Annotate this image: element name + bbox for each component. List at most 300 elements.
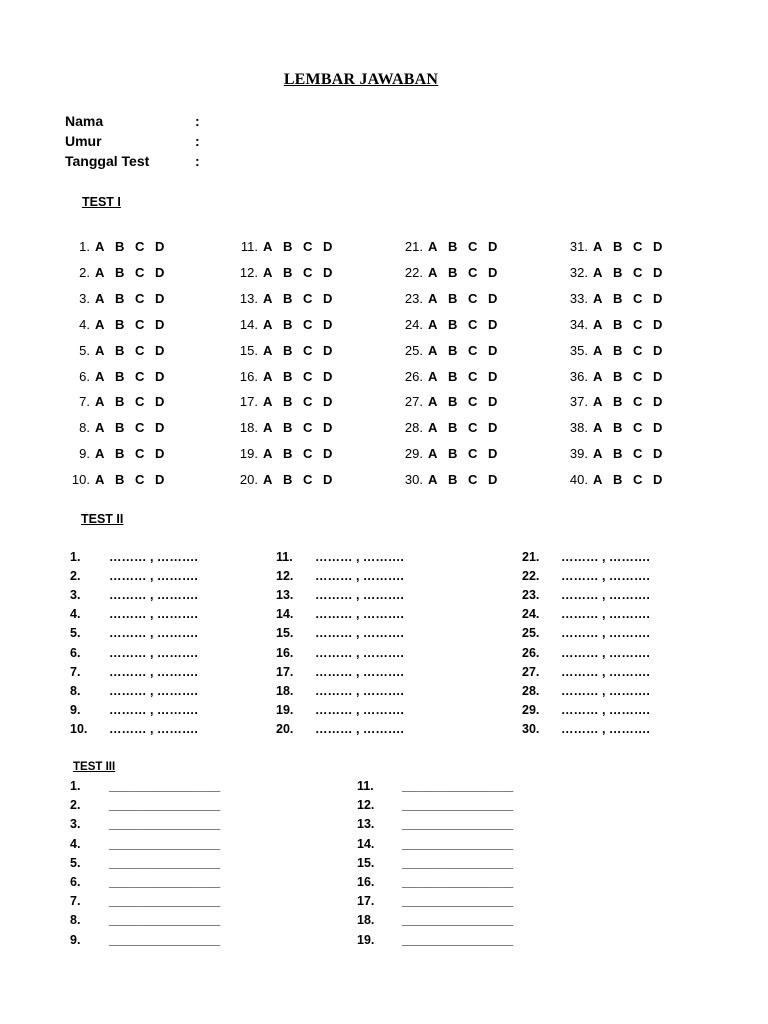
answer-options — [428, 472, 508, 487]
answer-blank[interactable]: ……… , ………. — [561, 664, 650, 679]
answer-blank[interactable]: ……… , ………. — [315, 664, 404, 679]
answer-option-c[interactable]: C — [135, 290, 145, 306]
answer-blank[interactable]: ……… , ………. — [315, 550, 404, 564]
answer-option-c[interactable]: C — [468, 316, 478, 332]
answer-option-b[interactable]: B — [613, 420, 623, 436]
answer-option-b[interactable]: B — [613, 342, 623, 358]
test1-question — [397, 394, 508, 412]
answer-option-b[interactable]: B — [613, 446, 623, 462]
question-number: 11. — [276, 550, 293, 564]
question-number: 7. — [70, 664, 81, 679]
question-number: 23. — [404, 290, 423, 306]
test1-question — [562, 239, 673, 257]
answer-options — [263, 420, 343, 435]
answer-option-c[interactable]: C — [468, 290, 478, 306]
answer-option-b[interactable]: B — [283, 420, 293, 436]
answer-option-a[interactable]: A — [428, 420, 438, 436]
answer-option-c[interactable]: C — [135, 420, 145, 436]
answer-options — [593, 291, 673, 306]
test1-question — [232, 420, 343, 438]
answer-option-b[interactable]: B — [115, 472, 125, 488]
answer-option-b[interactable]: B — [613, 368, 623, 384]
answer-option-a[interactable]: A — [593, 264, 603, 280]
answer-blank[interactable]: ……… , ………. — [109, 607, 198, 622]
answer-option-b[interactable]: B — [283, 342, 293, 358]
answer-option-d[interactable]: D — [155, 342, 165, 358]
question-number: 38. — [569, 420, 588, 436]
question-number: 39. — [569, 446, 588, 462]
answer-option-d[interactable]: D — [653, 446, 663, 462]
answer-options — [95, 446, 175, 461]
answer-option-a[interactable]: A — [428, 394, 438, 410]
answer-option-c[interactable]: C — [303, 290, 313, 306]
answer-option-b[interactable]: B — [613, 316, 623, 332]
question-number: 14. — [276, 607, 294, 622]
answer-option-c[interactable]: C — [303, 394, 313, 410]
answer-option-c[interactable]: C — [633, 446, 643, 462]
answer-option-d[interactable]: D — [653, 290, 663, 306]
answer-option-b[interactable]: B — [283, 472, 293, 488]
question-number: 19. — [357, 932, 375, 947]
answer-option-a[interactable]: A — [593, 394, 603, 410]
answer-line[interactable]: ________________ — [402, 817, 514, 832]
answer-option-a[interactable]: A — [95, 368, 105, 384]
answer-option-d[interactable]: D — [488, 446, 498, 462]
question-number: 30. — [404, 472, 423, 488]
answer-option-a[interactable]: A — [263, 316, 273, 332]
answer-option-c[interactable]: C — [303, 342, 313, 358]
answer-line[interactable]: ________________ — [402, 913, 514, 928]
answer-option-c[interactable]: C — [135, 394, 145, 410]
answer-option-b[interactable]: B — [283, 446, 293, 462]
answer-option-d[interactable]: D — [155, 420, 165, 436]
answer-option-a[interactable]: A — [428, 316, 438, 332]
answer-option-a[interactable]: A — [263, 446, 273, 462]
answer-option-a[interactable]: A — [428, 290, 438, 306]
answer-option-d[interactable]: D — [323, 472, 333, 488]
answer-option-c[interactable]: C — [303, 316, 313, 332]
question-number: 5. — [79, 342, 90, 358]
answer-blank[interactable]: ……… , ………. — [109, 569, 198, 584]
question-number: 13. — [239, 290, 258, 306]
test1-question — [397, 291, 508, 309]
answer-option-d[interactable]: D — [488, 420, 498, 436]
answer-option-b[interactable]: B — [448, 264, 458, 280]
answer-options — [428, 420, 508, 435]
test1-question — [232, 446, 343, 464]
answer-blank[interactable]: ……… , ………. — [109, 626, 198, 641]
answer-option-d[interactable]: D — [155, 368, 165, 384]
answer-option-a[interactable]: A — [428, 264, 438, 280]
answer-blank[interactable]: ……… , ………. — [561, 550, 650, 564]
answer-option-c[interactable]: C — [468, 264, 478, 280]
answer-options — [263, 239, 343, 254]
answer-option-a[interactable]: A — [263, 342, 273, 358]
answer-option-d[interactable]: D — [155, 394, 165, 410]
question-number: 1. — [70, 550, 81, 564]
answer-option-a[interactable]: A — [428, 368, 438, 384]
test1-question — [397, 343, 508, 361]
answer-option-c[interactable]: C — [633, 239, 643, 254]
test1-question — [562, 394, 673, 412]
question-number: 2. — [79, 264, 90, 280]
answer-option-c[interactable]: C — [135, 342, 145, 358]
answer-option-b[interactable]: B — [115, 420, 125, 436]
answer-blank[interactable]: ……… , ………. — [315, 702, 404, 717]
question-number: 12. — [276, 569, 294, 584]
answer-option-b[interactable]: B — [448, 368, 458, 384]
answer-options — [593, 420, 673, 435]
answer-option-a[interactable]: A — [263, 264, 273, 280]
question-number: 23. — [522, 588, 540, 603]
answer-options — [263, 369, 343, 384]
answer-option-b[interactable]: B — [115, 264, 125, 280]
answer-option-d[interactable]: D — [155, 264, 165, 280]
question-number: 18. — [357, 913, 375, 928]
answer-options — [593, 394, 673, 409]
answer-blank[interactable]: ……… , ………. — [561, 645, 650, 660]
answer-option-a[interactable]: A — [95, 342, 105, 358]
answer-option-c[interactable]: C — [468, 239, 478, 254]
test1-question — [232, 317, 343, 335]
question-number: 15. — [357, 855, 375, 870]
question-number: 9. — [70, 932, 81, 947]
answer-option-c[interactable]: C — [303, 420, 313, 436]
answer-line[interactable]: ________________ — [109, 836, 221, 851]
answer-options — [593, 446, 673, 461]
test1-question — [64, 369, 175, 387]
answer-option-d[interactable]: D — [653, 394, 663, 410]
answer-line[interactable]: ________________ — [402, 855, 514, 870]
answer-options — [428, 317, 508, 332]
answer-option-b[interactable]: B — [448, 472, 458, 488]
answer-options — [428, 291, 508, 306]
answer-blank[interactable]: ……… , ………. — [109, 645, 198, 660]
answer-option-d[interactable]: D — [155, 290, 165, 306]
answer-option-d[interactable]: D — [155, 316, 165, 332]
answer-option-a[interactable]: A — [95, 316, 105, 332]
answer-option-a[interactable]: A — [428, 342, 438, 358]
answer-option-d[interactable]: D — [323, 368, 333, 384]
answer-option-d[interactable]: D — [488, 342, 498, 358]
question-number: 8. — [70, 913, 81, 928]
answer-blank[interactable]: ……… , ………. — [109, 721, 198, 736]
answer-option-c[interactable]: C — [135, 316, 145, 332]
answer-option-c[interactable]: C — [135, 472, 145, 488]
answer-option-a[interactable]: A — [95, 472, 105, 488]
question-number: 4. — [70, 836, 81, 851]
answer-options — [428, 369, 508, 384]
answer-option-a[interactable]: A — [593, 239, 603, 254]
question-number: 36. — [569, 368, 588, 384]
answer-option-d[interactable]: D — [653, 264, 663, 280]
answer-option-a[interactable]: A — [593, 316, 603, 332]
answer-option-c[interactable]: C — [633, 290, 643, 306]
answer-options — [428, 394, 508, 409]
question-number: 7. — [79, 394, 90, 410]
answer-line[interactable]: ________________ — [402, 932, 514, 947]
test1-question — [397, 239, 508, 257]
answer-line[interactable]: ________________ — [402, 779, 514, 793]
answer-line[interactable]: ________________ — [402, 836, 514, 851]
answer-option-b[interactable]: B — [115, 239, 125, 254]
test1-question — [397, 472, 508, 490]
answer-option-b[interactable]: B — [283, 316, 293, 332]
answer-line[interactable]: ________________ — [109, 779, 221, 793]
question-number: 26. — [404, 368, 423, 384]
question-number: 3. — [70, 588, 81, 603]
question-number: 15. — [276, 626, 294, 641]
answer-options — [428, 239, 508, 254]
answer-options — [95, 317, 175, 332]
answer-option-a[interactable]: A — [263, 394, 273, 410]
info-label: Tanggal Test — [65, 153, 150, 169]
answer-line[interactable]: ________________ — [109, 913, 221, 928]
question-number: 14. — [357, 836, 375, 851]
answer-blank[interactable]: ……… , ………. — [109, 588, 198, 603]
answer-option-c[interactable]: C — [303, 368, 313, 384]
answer-line[interactable]: ________________ — [109, 932, 221, 947]
answer-option-a[interactable]: A — [593, 472, 603, 488]
answer-option-c[interactable]: C — [468, 420, 478, 436]
answer-blank[interactable]: ……… , ………. — [109, 702, 198, 717]
question-number: 4. — [79, 316, 90, 332]
answer-option-c[interactable]: C — [633, 420, 643, 436]
answer-options — [95, 420, 175, 435]
answer-option-c[interactable]: C — [468, 368, 478, 384]
answer-option-d[interactable]: D — [653, 368, 663, 384]
test1-question — [64, 394, 175, 412]
answer-option-d[interactable]: D — [488, 394, 498, 410]
answer-option-d[interactable]: D — [653, 420, 663, 436]
answer-option-c[interactable]: C — [135, 264, 145, 280]
question-number: 24. — [404, 316, 423, 332]
answer-option-a[interactable]: A — [95, 420, 105, 436]
question-number: 19. — [239, 446, 258, 462]
answer-option-c[interactable]: C — [633, 368, 643, 384]
answer-option-b[interactable]: B — [448, 420, 458, 436]
answer-option-a[interactable]: A — [263, 239, 273, 254]
answer-option-a[interactable]: A — [593, 420, 603, 436]
answer-option-d[interactable]: D — [653, 342, 663, 358]
answer-option-a[interactable]: A — [428, 239, 438, 254]
question-number: 18. — [276, 683, 294, 698]
answer-line[interactable]: ________________ — [402, 875, 514, 889]
answer-option-a[interactable]: A — [263, 420, 273, 436]
answer-option-b[interactable]: B — [448, 342, 458, 358]
answer-option-a[interactable]: A — [95, 264, 105, 280]
answer-options — [95, 369, 175, 384]
answer-option-a[interactable]: A — [593, 368, 603, 384]
answer-option-c[interactable]: C — [633, 316, 643, 332]
question-number: 30. — [522, 721, 540, 736]
answer-blank[interactable]: ……… , ………. — [315, 721, 404, 736]
answer-line[interactable]: ________________ — [109, 894, 221, 909]
answer-blank[interactable]: ……… , ………. — [561, 683, 650, 698]
question-number: 20. — [239, 472, 258, 488]
answer-option-c[interactable]: C — [633, 472, 643, 488]
answer-option-c[interactable]: C — [303, 472, 313, 488]
answer-option-d[interactable]: D — [323, 342, 333, 358]
answer-option-d[interactable]: D — [323, 290, 333, 306]
answer-option-a[interactable]: A — [95, 239, 105, 254]
answer-blank[interactable]: ……… , ………. — [561, 607, 650, 622]
question-number: 21. — [404, 239, 423, 254]
answer-blank[interactable]: ……… , ………. — [315, 645, 404, 660]
question-number: 2. — [70, 798, 81, 813]
answer-option-a[interactable]: A — [95, 446, 105, 462]
answer-option-d[interactable]: D — [323, 420, 333, 436]
answer-option-b[interactable]: B — [613, 394, 623, 410]
answer-option-a[interactable]: A — [263, 368, 273, 384]
answer-blank[interactable]: ……… , ………. — [315, 607, 404, 622]
answer-line[interactable]: ________________ — [109, 875, 221, 889]
answer-option-b[interactable]: B — [448, 239, 458, 254]
answer-option-d[interactable]: D — [323, 264, 333, 280]
answer-blank[interactable]: ……… , ………. — [561, 626, 650, 641]
answer-option-a[interactable]: A — [593, 290, 603, 306]
test1-question — [232, 394, 343, 412]
answer-option-d[interactable]: D — [155, 472, 165, 488]
question-number: 6. — [70, 645, 81, 660]
answer-option-c[interactable]: C — [468, 446, 478, 462]
test1-question — [397, 446, 508, 464]
answer-option-c[interactable]: C — [303, 446, 313, 462]
answer-blank[interactable]: ……… , ………. — [315, 569, 404, 584]
answer-options — [263, 291, 343, 306]
answer-blank[interactable]: ……… , ………. — [561, 721, 650, 736]
answer-option-a[interactable]: A — [428, 472, 438, 488]
answer-option-a[interactable]: A — [263, 472, 273, 488]
answer-option-b[interactable]: B — [283, 264, 293, 280]
answer-option-b[interactable]: B — [283, 239, 293, 254]
answer-option-b[interactable]: B — [115, 394, 125, 410]
answer-option-c[interactable]: C — [135, 446, 145, 462]
answer-option-a[interactable]: A — [263, 290, 273, 306]
answer-option-b[interactable]: B — [115, 342, 125, 358]
answer-option-d[interactable]: D — [653, 316, 663, 332]
question-number: 16. — [239, 368, 258, 384]
question-number: 22. — [522, 569, 540, 584]
question-number: 11. — [240, 239, 258, 254]
question-number: 16. — [357, 875, 375, 889]
answer-options — [593, 472, 673, 487]
answer-option-c[interactable]: C — [468, 472, 478, 488]
answer-option-d[interactable]: D — [323, 239, 333, 254]
answer-option-c[interactable]: C — [633, 342, 643, 358]
answer-blank[interactable]: ……… , ………. — [315, 683, 404, 698]
answer-option-c[interactable]: C — [303, 264, 313, 280]
answer-option-d[interactable]: D — [155, 446, 165, 462]
info-label: Umur — [65, 133, 102, 149]
answer-option-b[interactable]: B — [283, 368, 293, 384]
question-number: 9. — [79, 446, 90, 462]
answer-option-b[interactable]: B — [115, 368, 125, 384]
question-number: 16. — [276, 645, 294, 660]
test1-question — [64, 420, 175, 438]
answer-option-b[interactable]: B — [613, 264, 623, 280]
answer-option-c[interactable]: C — [468, 394, 478, 410]
answer-line[interactable]: ________________ — [402, 894, 514, 909]
answer-option-b[interactable]: B — [448, 316, 458, 332]
answer-option-d[interactable]: D — [488, 472, 498, 488]
answer-option-b[interactable]: B — [283, 290, 293, 306]
answer-option-b[interactable]: B — [115, 446, 125, 462]
answer-options — [593, 343, 673, 358]
answer-option-a[interactable]: A — [95, 290, 105, 306]
answer-option-b[interactable]: B — [283, 394, 293, 410]
answer-options — [593, 317, 673, 332]
question-number: 1. — [79, 239, 90, 254]
answer-option-d[interactable]: D — [323, 316, 333, 332]
answer-line[interactable]: ________________ — [109, 817, 221, 832]
answer-option-d[interactable]: D — [653, 472, 663, 488]
answer-line[interactable]: ________________ — [109, 855, 221, 870]
info-colon: : — [195, 133, 200, 149]
answer-blank[interactable]: ……… , ………. — [109, 550, 198, 564]
answer-blank[interactable]: ……… , ………. — [315, 588, 404, 603]
answer-option-b[interactable]: B — [613, 290, 623, 306]
question-number: 17. — [276, 664, 294, 679]
test1-question — [562, 420, 673, 438]
question-number: 5. — [70, 626, 81, 641]
answer-blank[interactable]: ……… , ………. — [109, 683, 198, 698]
answer-line[interactable]: ________________ — [109, 798, 221, 813]
answer-option-d[interactable]: D — [488, 239, 498, 254]
answer-option-d[interactable]: D — [323, 394, 333, 410]
answer-option-d[interactable]: D — [488, 290, 498, 306]
answer-option-a[interactable]: A — [428, 446, 438, 462]
answer-option-c[interactable]: C — [135, 368, 145, 384]
answer-option-d[interactable]: D — [155, 239, 165, 254]
answer-option-a[interactable]: A — [593, 446, 603, 462]
answer-blank[interactable]: ……… , ………. — [561, 569, 650, 584]
answer-option-c[interactable]: C — [135, 239, 145, 254]
answer-blank[interactable]: ……… , ………. — [315, 626, 404, 641]
answer-option-b[interactable]: B — [613, 239, 623, 254]
test1-question — [397, 369, 508, 387]
answer-option-d[interactable]: D — [488, 316, 498, 332]
answer-option-a[interactable]: A — [593, 342, 603, 358]
answer-option-b[interactable]: B — [115, 316, 125, 332]
answer-option-c[interactable]: C — [468, 342, 478, 358]
test1-question — [562, 343, 673, 361]
question-number: 2. — [70, 569, 81, 584]
question-number: 15. — [239, 342, 258, 358]
answer-line[interactable]: ________________ — [402, 798, 514, 813]
answer-option-b[interactable]: B — [613, 472, 623, 488]
answer-option-d[interactable]: D — [323, 446, 333, 462]
answer-blank[interactable]: ……… , ………. — [109, 664, 198, 679]
answer-blank[interactable]: ……… , ………. — [561, 588, 650, 603]
answer-option-d[interactable]: D — [488, 264, 498, 280]
answer-option-b[interactable]: B — [448, 290, 458, 306]
answer-option-d[interactable]: D — [488, 368, 498, 384]
question-number: 8. — [79, 420, 90, 436]
answer-option-a[interactable]: A — [95, 394, 105, 410]
question-number: 12. — [357, 798, 375, 813]
answer-option-b[interactable]: B — [115, 290, 125, 306]
question-number: 1. — [70, 779, 81, 793]
answer-option-d[interactable]: D — [653, 239, 663, 254]
answer-option-b[interactable]: B — [448, 394, 458, 410]
answer-option-b[interactable]: B — [448, 446, 458, 462]
question-number: 6. — [70, 875, 81, 889]
answer-option-c[interactable]: C — [633, 264, 643, 280]
answer-option-c[interactable]: C — [633, 394, 643, 410]
answer-blank[interactable]: ……… , ………. — [561, 702, 650, 717]
answer-option-c[interactable]: C — [303, 239, 313, 254]
